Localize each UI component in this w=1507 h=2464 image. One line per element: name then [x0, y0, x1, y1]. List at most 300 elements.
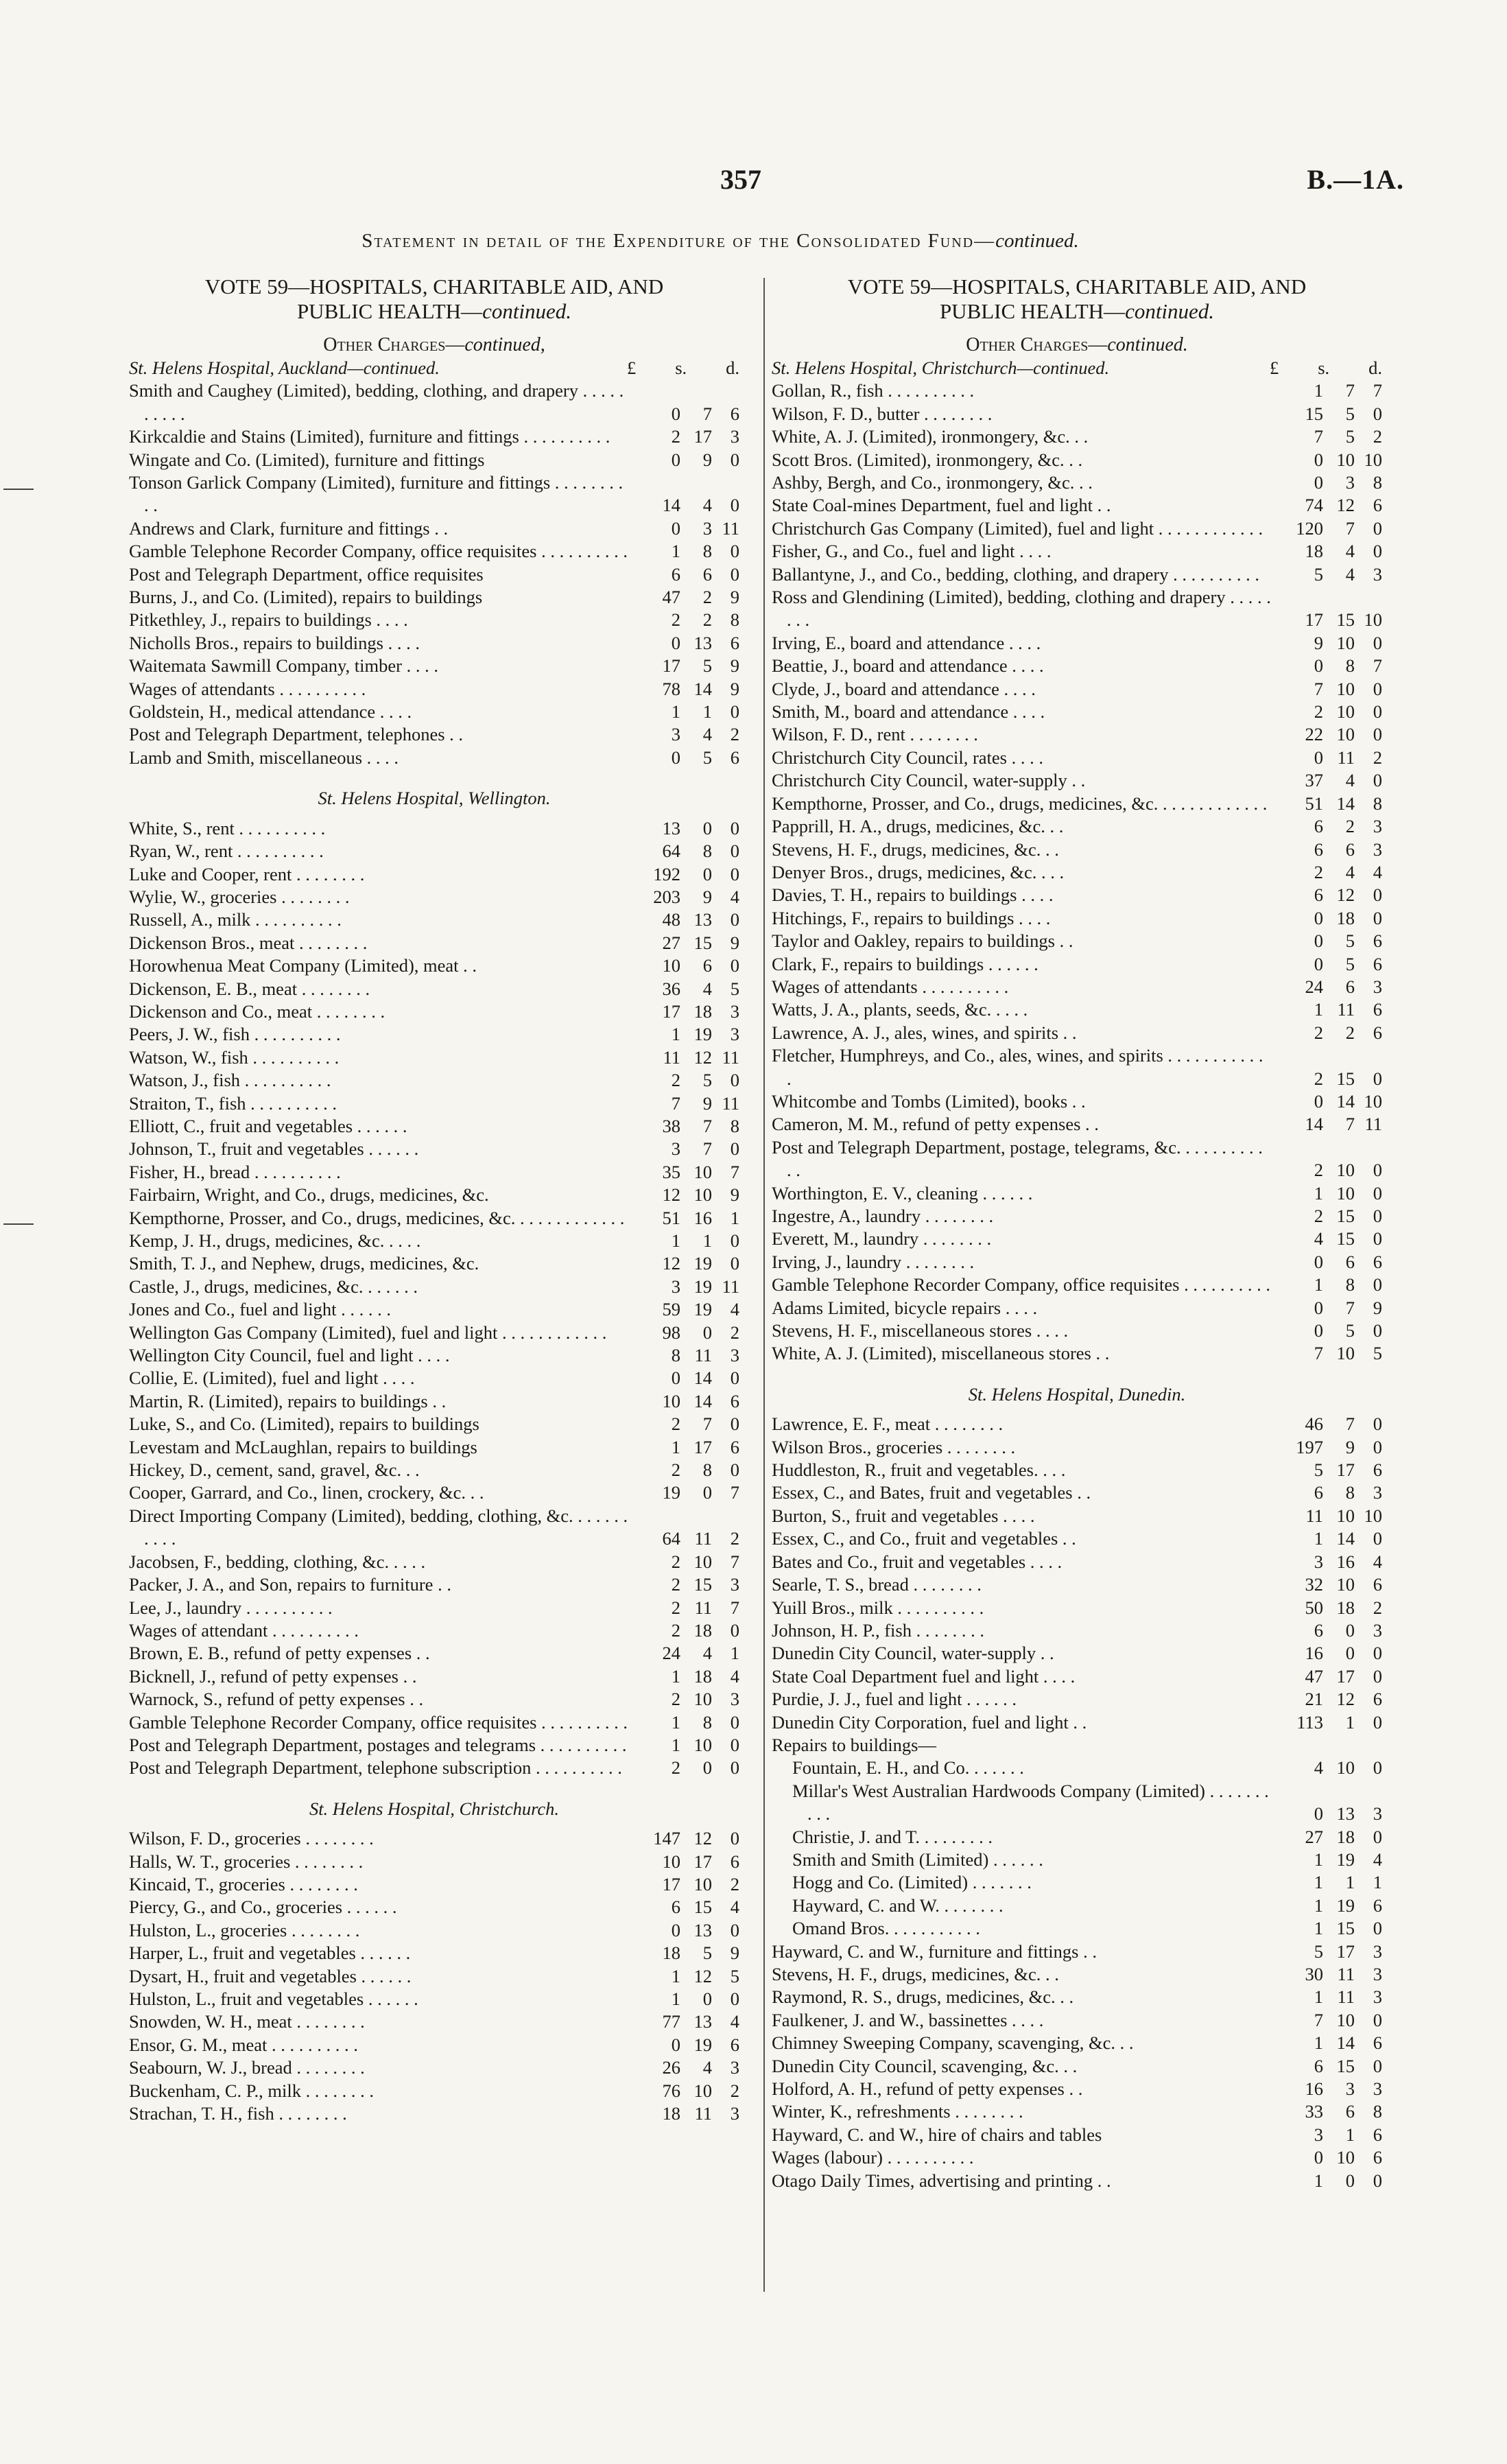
amount-shillings: 1: [1345, 2124, 1355, 2145]
amount-pence: 5: [730, 978, 739, 999]
amount-pence: 6: [730, 747, 739, 768]
entry-amount: [629, 2010, 739, 2033]
entry-amount: [629, 1023, 739, 1046]
amount-pounds: 1: [1314, 1528, 1323, 1549]
ledger-section: [772, 1383, 1382, 2192]
amount-shillings: 8: [702, 1459, 712, 1481]
entry-amount: [629, 1436, 739, 1459]
amount-pounds: 47: [662, 587, 680, 608]
ledger-row: [772, 2100, 1382, 2123]
amount-pence: 7: [730, 1161, 739, 1182]
entry-amount: [629, 932, 739, 954]
entry-amount: [1272, 1459, 1382, 1481]
amount-pounds: 2: [671, 1413, 680, 1435]
ledger-row: [772, 1642, 1382, 1665]
entry-amount: [1272, 655, 1382, 677]
entry-amount: [1272, 1871, 1382, 1894]
amount-pounds: 6: [671, 563, 680, 585]
document-reference: B.—1A.: [1307, 164, 1404, 195]
entry-description: Cameron, M. M., refund of petty expenses . .: [772, 1114, 1099, 1135]
ledger-row: [129, 1573, 739, 1596]
entry-amount: [629, 1207, 739, 1230]
amount-shillings: 5: [1345, 930, 1355, 952]
ledger-row: [772, 884, 1382, 906]
entry-amount: [629, 1344, 739, 1367]
ledger-row: [129, 701, 739, 723]
amount-pounds: 21: [1305, 1689, 1323, 1710]
amount-pounds: 6: [671, 1897, 680, 1918]
entry-description: Peers, J. W., fish . . . . . . . . . .: [129, 1024, 341, 1045]
entry-description: Seabourn, W. J., bread . . . . . . . .: [129, 2057, 365, 2078]
amount-pounds: 7: [1314, 2009, 1323, 2030]
ledger-row: [129, 1138, 739, 1160]
ledger-row: [129, 1092, 739, 1115]
amount-pounds: 1: [1314, 1894, 1323, 1916]
vote-title-line: VOTE 59—HOSPITALS, CHARITABLE AID, AND: [204, 274, 664, 298]
amount-shillings: 5: [702, 1943, 712, 1964]
amount-pounds: 11: [663, 1046, 680, 1068]
entry-amount: [629, 1322, 739, 1344]
amount-pence: 2: [1373, 1597, 1382, 1618]
amount-pence: 3: [730, 1689, 739, 1710]
amount-shillings: 13: [693, 632, 712, 653]
ledger-row: [129, 1757, 739, 1779]
amount-shillings: 2: [702, 609, 712, 631]
vote-title-continued: continued.: [1125, 299, 1215, 323]
amount-pounds: 1: [1314, 2032, 1323, 2054]
currency-unit: £: [1270, 357, 1279, 378]
entry-description: White, S., rent . . . . . . . . . .: [129, 817, 326, 838]
section-title-text: St. Helens Hospital, Christchurch.: [309, 1798, 560, 1819]
entry-amount: [1272, 1342, 1382, 1365]
amount-pence: 4: [730, 1897, 739, 1918]
amount-pounds: 2: [1314, 861, 1323, 882]
amount-pence: 0: [1373, 1665, 1382, 1687]
entry-amount: [1272, 632, 1382, 655]
entry-amount: [1272, 1826, 1382, 1849]
statement-continued: continued.: [995, 230, 1079, 252]
amount-pounds: 0: [671, 449, 680, 470]
entry-description: Wages of attendants . . . . . . . . . .: [129, 678, 366, 699]
entry-description: Ballantyne, J., and Co., bedding, clothing, and drapery . . . . . . . . . .: [772, 563, 1259, 585]
entry-amount: [629, 1000, 739, 1023]
amount-pence: 6: [1373, 930, 1382, 952]
amount-shillings: 9: [702, 886, 712, 907]
amount-shillings: 16: [1336, 1551, 1355, 1572]
entry-description: Luke, S., and Co. (Limited), repairs to buildings: [129, 1413, 479, 1435]
entry-amount: [1272, 838, 1382, 861]
amount-pounds: 0: [671, 403, 680, 424]
entry-amount: [1272, 517, 1382, 540]
amount-pence: 3: [1373, 1482, 1382, 1503]
amount-pence: 11: [722, 1046, 739, 1068]
entry-amount: [629, 863, 739, 886]
amount-pounds: 113: [1296, 1711, 1323, 1733]
amount-pence: 6: [1373, 1574, 1382, 1595]
amount-shillings: 10: [1336, 2147, 1355, 2168]
amount-pounds: 0: [1314, 1297, 1323, 1318]
entry-description: Lawrence, A. J., ales, wines, and spirits . .: [772, 1022, 1077, 1043]
amount-pounds: 1: [1314, 1918, 1323, 1939]
amount-shillings: 4: [1345, 861, 1355, 882]
amount-pence: 0: [730, 1459, 739, 1481]
amount-pence: 9: [1373, 1297, 1382, 1318]
entry-description: Halls, W. T., groceries . . . . . . . .: [129, 1851, 364, 1872]
ledger-row: [129, 1919, 739, 1942]
entry-description: Piercy, G., and Co., groceries . . . . . .: [129, 1897, 397, 1918]
amount-shillings: 15: [1336, 1918, 1355, 1939]
amount-pounds: 10: [662, 1851, 680, 1872]
ledger-row: [129, 932, 739, 954]
amount-shillings: 19: [693, 1253, 712, 1274]
ledger-row: [129, 908, 739, 931]
entry-description: Harper, L., fruit and vegetables . . . . . .: [129, 1943, 411, 1964]
amount-pounds: 12: [662, 1253, 680, 1274]
amount-pounds: 1: [671, 1024, 680, 1045]
amount-pounds: 27: [1305, 1826, 1323, 1847]
amount-shillings: 7: [702, 1115, 712, 1136]
entry-description: Essex, C., and Co., fruit and vegetables . .: [772, 1528, 1076, 1549]
amount-pounds: 17: [1305, 609, 1323, 631]
ledger-row: [772, 632, 1382, 655]
amount-pounds: 37: [1305, 770, 1323, 791]
entry-description: Dunedin City Corporation, fuel and light . .: [772, 1711, 1087, 1733]
ledger-row: [129, 609, 739, 631]
amount-shillings: 0: [702, 863, 712, 884]
entry-description: Scott Bros. (Limited), ironmongery, &c. . .: [772, 449, 1083, 470]
amount-shillings: 13: [693, 2011, 712, 2032]
entry-amount: [1272, 793, 1382, 815]
amount-shillings: 15: [1336, 1068, 1355, 1089]
amount-pence: 1: [1373, 1872, 1382, 1893]
ledger-row: [129, 1069, 739, 1092]
ledger-row: [129, 655, 739, 677]
amount-pence: 3: [730, 1574, 739, 1595]
ledger-row: [772, 586, 1382, 632]
section-title: [129, 357, 739, 379]
amount-pounds: 1: [1314, 380, 1323, 401]
ledger-row: [772, 1136, 1382, 1182]
amount-pounds: 7: [1314, 426, 1323, 447]
amount-pence: 6: [1373, 2032, 1382, 2054]
amount-shillings: 11: [694, 1345, 712, 1366]
amount-pence: 7: [730, 1551, 739, 1572]
entry-amount: [1272, 2078, 1382, 2100]
amount-shillings: 17: [693, 426, 712, 447]
entry-amount: [629, 632, 739, 655]
amount-shillings: 7: [1345, 1114, 1355, 1135]
amount-pence: 3: [730, 426, 739, 447]
ledger-row: [129, 1276, 739, 1298]
ledger-row: [129, 1942, 739, 1964]
amount-shillings: 10: [1336, 1160, 1355, 1181]
amount-pence: 0: [730, 541, 739, 562]
entry-amount: [629, 517, 739, 540]
amount-pence: 8: [730, 609, 739, 631]
ledger-row: [772, 1481, 1382, 1504]
amount-pence: 0: [730, 449, 739, 470]
amount-shillings: 8: [702, 841, 712, 862]
entry-description: Martin, R. (Limited), repairs to buildings . .: [129, 1390, 447, 1411]
entry-description: Collie, E. (Limited), fuel and light . . . .: [129, 1368, 415, 1389]
entry-description: Straiton, T., fish . . . . . . . . . .: [129, 1092, 337, 1114]
amount-shillings: 11: [1337, 1986, 1355, 2008]
entry-amount: [629, 817, 739, 840]
entry-description: Watts, J. A., plants, seeds, &c. . . . .: [772, 999, 1028, 1020]
entry-description: Lamb and Smith, miscellaneous . . . .: [129, 747, 399, 768]
amount-shillings: 17: [1336, 1940, 1355, 1962]
entry-amount: [629, 609, 739, 631]
entry-amount: [629, 2102, 739, 2125]
entry-amount: [1272, 1413, 1382, 1435]
ledger-row: [129, 1827, 739, 1850]
entry-amount: [1272, 425, 1382, 448]
entry-description: Smith and Smith (Limited) . . . . . .: [792, 1849, 1043, 1870]
ledger-row: [772, 1228, 1382, 1250]
section-title-text: St. Helens Hospital, Dunedin.: [968, 1383, 1186, 1405]
amount-shillings: 4: [702, 978, 712, 999]
amount-shillings: 4: [1345, 770, 1355, 791]
section-title: [129, 1798, 739, 1820]
amount-shillings: 15: [1336, 1206, 1355, 1227]
ledger-row: [772, 1597, 1382, 1619]
amount-pence: 0: [1373, 1918, 1382, 1939]
amount-pounds: 6: [1314, 884, 1323, 906]
entry-amount: [1272, 678, 1382, 701]
section-title: [772, 357, 1382, 379]
amount-pounds: 77: [662, 2011, 680, 2032]
entry-description: Elliott, C., fruit and vegetables . . . . . .: [129, 1115, 407, 1136]
amount-pounds: 1: [671, 1230, 680, 1251]
amount-pence: 6: [730, 1390, 739, 1411]
amount-pounds: 1: [671, 541, 680, 562]
amount-shillings: 4: [702, 2057, 712, 2078]
other-charges-heading: [129, 333, 739, 357]
amount-pence: 4: [1373, 1849, 1382, 1870]
ledger-row: [772, 1757, 1382, 1779]
entry-description: Wellington City Council, fuel and light . . . .: [129, 1345, 450, 1366]
amount-pounds: 8: [671, 1345, 680, 1366]
entry-description: Direct Importing Company (Limited), bedding, clothing, &c. . . . . . . . . . .: [129, 1505, 628, 1549]
amount-pounds: 64: [662, 841, 680, 862]
amount-pence: 0: [730, 495, 739, 516]
amount-pounds: 33: [1305, 2101, 1323, 2122]
amount-pence: 0: [1373, 1643, 1382, 1664]
entry-description: Ross and Glendining (Limited), bedding, clothing and drapery . . . . . . . .: [772, 587, 1271, 631]
amount-shillings: 0: [702, 1322, 712, 1343]
entry-description: Wilson Bros., groceries . . . . . . . .: [772, 1436, 1016, 1457]
entry-amount: [1272, 1182, 1382, 1205]
ledger-row: [129, 632, 739, 655]
entry-amount: [629, 840, 739, 863]
entry-amount: [629, 1184, 739, 1206]
amount-pounds: 17: [662, 1873, 680, 1894]
ledger-row: [772, 1688, 1382, 1711]
entry-description: Pitkethley, J., repairs to buildings . . . .: [129, 609, 408, 631]
vote-title-text: PUBLIC HEALTH—: [939, 299, 1126, 323]
amount-pounds: 2: [671, 1689, 680, 1710]
ledger-row: [772, 1527, 1382, 1550]
entry-amount: [629, 678, 739, 701]
amount-shillings: 0: [1345, 1643, 1355, 1664]
vote-title-line: VOTE 59—HOSPITALS, CHARITABLE AID, AND: [847, 274, 1307, 298]
entry-amount: [629, 1390, 739, 1413]
entry-amount: [629, 449, 739, 471]
ledger-row: [772, 1826, 1382, 1849]
amount-shillings: 13: [693, 1919, 712, 1940]
entry-amount: [1272, 907, 1382, 930]
amount-pence: 0: [1373, 1160, 1382, 1181]
ledger-row: [772, 1205, 1382, 1228]
amount-pence: 11: [722, 1276, 739, 1297]
entry-description: Wages of attendants . . . . . . . . . .: [772, 976, 1009, 997]
ledger-row: [129, 1851, 739, 1873]
entry-description: Hayward, C. and W., hire of chairs and tables: [772, 2124, 1102, 2145]
amount-pence: 9: [730, 1943, 739, 1964]
amount-pence: 6: [1373, 1251, 1382, 1272]
ledger-section: [129, 1798, 739, 2126]
entry-amount: [629, 954, 739, 977]
amount-pounds: 3: [671, 724, 680, 745]
amount-pence: 3: [1373, 838, 1382, 860]
entry-description: Winter, K., refreshments . . . . . . . .: [772, 2101, 1023, 2122]
amount-pence: 3: [1373, 1986, 1382, 2008]
entry-amount: [1272, 1436, 1382, 1459]
entry-description: Dysart, H., fruit and vegetables . . . . . .: [129, 1965, 412, 1986]
entry-description: Fountain, E. H., and Co. . . . . . .: [792, 1757, 1024, 1779]
entry-description: Burns, J., and Co. (Limited), repairs to buildings: [129, 587, 483, 608]
amount-pence: 0: [1373, 1528, 1382, 1549]
amount-pence: 4: [730, 1299, 739, 1320]
ledger-row: [772, 998, 1382, 1021]
entry-amount: [1272, 998, 1382, 1021]
currency-unit: £: [627, 357, 637, 378]
amount-pence: 0: [730, 955, 739, 976]
ledger-row: [772, 1505, 1382, 1527]
ledger-row: [772, 1436, 1382, 1459]
ledger-row: [129, 1597, 739, 1619]
ledger-row: [129, 425, 739, 448]
amount-pounds: 0: [1314, 472, 1323, 493]
currency-header: [627, 357, 739, 379]
amount-pence: 0: [1373, 1206, 1382, 1227]
amount-shillings: 14: [693, 1368, 712, 1389]
amount-shillings: 7: [702, 1413, 712, 1435]
entry-amount: [1272, 1068, 1382, 1090]
amount-pence: 0: [730, 1230, 739, 1251]
ledger-row: [129, 863, 739, 886]
statement-text: Statement in detail of the Expenditure of the Consolidated Fund—: [361, 230, 996, 252]
amount-shillings: 10: [1336, 724, 1355, 745]
amount-shillings: 18: [693, 1619, 712, 1641]
entry-amount: [1272, 540, 1382, 563]
left-column: [129, 274, 739, 2125]
entry-amount: [1272, 1849, 1382, 1871]
section-title-text: St. Helens Hospital, Christchurch—continued.: [772, 357, 1110, 378]
amount-pence: 11: [1364, 1114, 1382, 1135]
ledger-row: [772, 1917, 1382, 1940]
entry-description: State Coal-mines Department, fuel and light . .: [772, 495, 1111, 516]
amount-shillings: 5: [1345, 426, 1355, 447]
ledger-row: [772, 2032, 1382, 2054]
amount-pence: 0: [730, 563, 739, 585]
ledger-row: [772, 976, 1382, 998]
entry-amount: [1272, 1757, 1382, 1779]
amount-pounds: 24: [662, 1643, 680, 1664]
amount-shillings: 5: [1345, 403, 1355, 424]
entry-description: Clark, F., repairs to buildings . . . . . .: [772, 953, 1039, 974]
amount-shillings: 0: [702, 1988, 712, 2009]
amount-pence: 0: [730, 1138, 739, 1160]
ledger-row: [772, 1734, 1382, 1757]
page-number: 357: [720, 164, 761, 195]
ledger-row: [129, 471, 739, 517]
entry-description: Stevens, H. F., miscellaneous stores . . . .: [772, 1320, 1069, 1341]
amount-pence: 0: [730, 1368, 739, 1389]
entry-description: Lawrence, E. F., meat . . . . . . . .: [772, 1413, 1004, 1435]
amount-shillings: 3: [1345, 472, 1355, 493]
entry-amount: [629, 1069, 739, 1092]
entry-description: Chimney Sweeping Company, scavenging, &c. . .: [772, 2032, 1134, 2054]
ledger-row: [129, 1413, 739, 1435]
entry-description: Post and Telegraph Department, postage, telegrams, &c. . . . . . . . . . . .: [772, 1136, 1263, 1181]
entry-amount: [629, 494, 739, 517]
ledger-row: [772, 1986, 1382, 2008]
entry-description: Davies, T. H., repairs to buildings . . . .: [772, 884, 1054, 906]
amount-pounds: 1: [1314, 1872, 1323, 1893]
entry-amount: [629, 1459, 739, 1481]
ledger-row: [129, 1184, 739, 1206]
entry-description: Dickenson and Co., meat . . . . . . . .: [129, 1000, 385, 1022]
ledger-row: [129, 1459, 739, 1481]
entry-description: Denyer Bros., drugs, medicines, &c. . . .: [772, 861, 1065, 882]
entry-amount: [629, 2056, 739, 2079]
ledger-row: [129, 1988, 739, 2010]
entry-amount: [1272, 403, 1382, 425]
amount-shillings: 15: [1336, 609, 1355, 631]
amount-pounds: 3: [671, 1138, 680, 1160]
amount-pounds: 1: [1314, 1274, 1323, 1295]
entry-description: Searle, T. S., bread . . . . . . . .: [772, 1574, 982, 1595]
entry-amount: [1272, 2170, 1382, 2192]
entry-description: Dickenson, E. B., meat . . . . . . . .: [129, 978, 370, 999]
amount-pounds: 98: [662, 1322, 680, 1343]
ledger-row: [772, 471, 1382, 494]
amount-pence: 10: [1364, 1090, 1382, 1112]
amount-pounds: 0: [1314, 1320, 1323, 1341]
amount-shillings: 1: [702, 1230, 712, 1251]
entry-description: Jacobsen, F., bedding, clothing, &c. . . . .: [129, 1551, 426, 1572]
entry-amount: [1272, 1573, 1382, 1596]
margin-mark: [3, 489, 34, 490]
ledger-row: [772, 701, 1382, 723]
entry-amount: [629, 886, 739, 908]
amount-pounds: 17: [662, 1000, 680, 1022]
entry-description: State Coal Department fuel and light . . . .: [772, 1665, 1076, 1687]
amount-pounds: 10: [662, 1390, 680, 1411]
entry-description: Essex, C., and Bates, fruit and vegetables . .: [772, 1482, 1091, 1503]
amount-pounds: 47: [1305, 1665, 1323, 1687]
amount-pence: 0: [1373, 1320, 1382, 1341]
entry-description: Jones and Co., fuel and light . . . . . .: [129, 1299, 391, 1320]
amount-shillings: 14: [1336, 1090, 1355, 1112]
entry-description: Johnson, H. P., fish . . . . . . . .: [772, 1619, 984, 1641]
amount-pence: 2: [730, 1528, 739, 1549]
ledger-row: [772, 1090, 1382, 1113]
amount-pence: 0: [1373, 1228, 1382, 1249]
ledger-row: [129, 1000, 739, 1023]
amount-shillings: 15: [1336, 2055, 1355, 2076]
